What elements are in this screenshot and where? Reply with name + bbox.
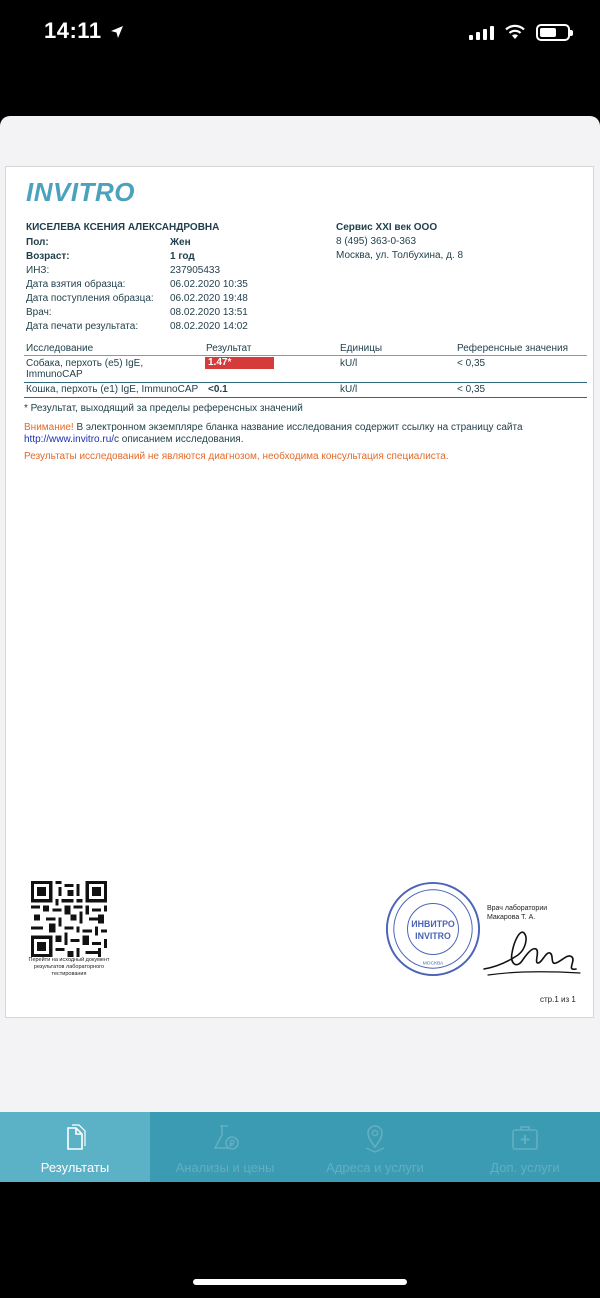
stamp-text-city: МОСКВА [422, 961, 444, 967]
col-header-reference: Референсные значения [457, 343, 569, 354]
units: kU/l [340, 384, 358, 395]
age-label: Возраст: [26, 251, 70, 262]
table-header-line [24, 355, 587, 356]
row-divider [24, 382, 587, 383]
sample-received-label: Дата поступления образца: [26, 293, 154, 304]
sample-taken-label: Дата взятия образца: [26, 279, 126, 290]
tab-label: Результаты [40, 1160, 110, 1175]
location-icon [359, 1122, 391, 1154]
svg-text:₽: ₽ [229, 1138, 235, 1149]
print-date-label: Дата печати результата: [26, 321, 139, 332]
status-bar [0, 0, 600, 70]
status-time: 14:11 [44, 18, 124, 44]
tab-extra-services[interactable] [450, 1112, 600, 1182]
cellular-signal-icon [469, 24, 494, 40]
result-value: <0.1 [208, 384, 228, 395]
col-header-test: Исследование [26, 343, 94, 354]
stamp-text-top: ИНВИТРО [411, 919, 455, 930]
reference: < 0,35 [457, 358, 486, 369]
attention-label: Внимание! [24, 422, 74, 433]
lab-name: Сервис XXI век ООО [336, 222, 438, 233]
tab-tests-prices[interactable] [150, 1112, 300, 1182]
stamp-text-bottom: INVITRO [415, 930, 451, 941]
invitro-link[interactable]: http://www.invitro.ru/ [24, 434, 115, 445]
table-bottom-line [24, 397, 587, 398]
attention-text: В электронном экземпляре бланка название исследования содержит ссылку на страницу сайта [73, 422, 523, 433]
doctor-value: 08.02.2020 13:51 [170, 307, 248, 318]
tab-label: Адреса и услуги [326, 1160, 424, 1175]
location-arrow-icon [110, 25, 124, 39]
sex-value: Жен [170, 237, 191, 248]
reference: < 0,35 [457, 384, 486, 395]
doctor-label: Врач: [26, 307, 52, 318]
attention-note [24, 422, 584, 446]
sex-label: Пол: [26, 237, 49, 248]
doctor-name: Макарова Т. А. [487, 914, 536, 921]
sample-received-value: 06.02.2020 19:48 [170, 293, 248, 304]
doctor-signature [476, 919, 586, 981]
lab-result-document[interactable] [5, 166, 594, 1018]
medical-case-icon [509, 1122, 541, 1154]
patient-name: КИСЕЛЕВА КСЕНИЯ АЛЕКСАНДРОВНА [26, 222, 220, 233]
col-header-units: Единицы [340, 343, 383, 354]
flask-icon [209, 1122, 241, 1154]
lab-address: Москва, ул. Толбухина, д. 8 [336, 250, 464, 261]
qr-caption: Перейти на исходный документ результатов лабораторного тестирования [28, 957, 110, 977]
age-value: 1 год [170, 251, 195, 262]
test-name[interactable]: Кошка, перхоть (e1) IgE, ImmunoCAP [26, 384, 199, 395]
page-number: стр.1 из 1 [540, 995, 576, 1004]
qr-code[interactable] [31, 881, 107, 957]
tab-results[interactable] [0, 1112, 150, 1182]
doctor-role: Врач лаборатории [487, 905, 548, 912]
footnote: * Результат, выходящий за пределы референсных значений [24, 403, 303, 414]
tab-label: Доп. услуги [490, 1160, 560, 1175]
invitro-logo: INVITRO [26, 177, 135, 207]
battery-icon [536, 24, 570, 41]
attention-text-2: с описанием исследования. [114, 434, 244, 445]
result-flag: 1.47* [205, 357, 274, 369]
tab-label: Анализы и цены [175, 1160, 275, 1175]
test-name[interactable]: Собака, перхоть (e5) IgE, [26, 358, 144, 369]
test-name-cont[interactable]: ImmunoCAP [26, 369, 83, 380]
laboratory-stamp [384, 880, 482, 978]
home-indicator[interactable] [193, 1279, 407, 1285]
col-header-result: Результат [206, 343, 252, 354]
sample-taken-value: 06.02.2020 10:35 [170, 279, 248, 290]
wifi-icon [504, 24, 526, 40]
document-icon [59, 1122, 91, 1154]
disclaimer: Результаты исследований не являются диагнозом, необходима консультация специалиста. [24, 451, 449, 462]
print-date-value: 08.02.2020 14:02 [170, 321, 248, 332]
lab-phone: 8 (495) 363-0-363 [336, 236, 417, 247]
status-icons [469, 20, 570, 44]
inz-label: ИНЗ: [26, 265, 50, 276]
app-sheet [0, 116, 600, 1182]
units: kU/l [340, 358, 358, 369]
tab-addresses[interactable] [300, 1112, 450, 1182]
bottom-tab-bar [0, 1112, 600, 1182]
inz-value: 237905433 [170, 265, 221, 276]
